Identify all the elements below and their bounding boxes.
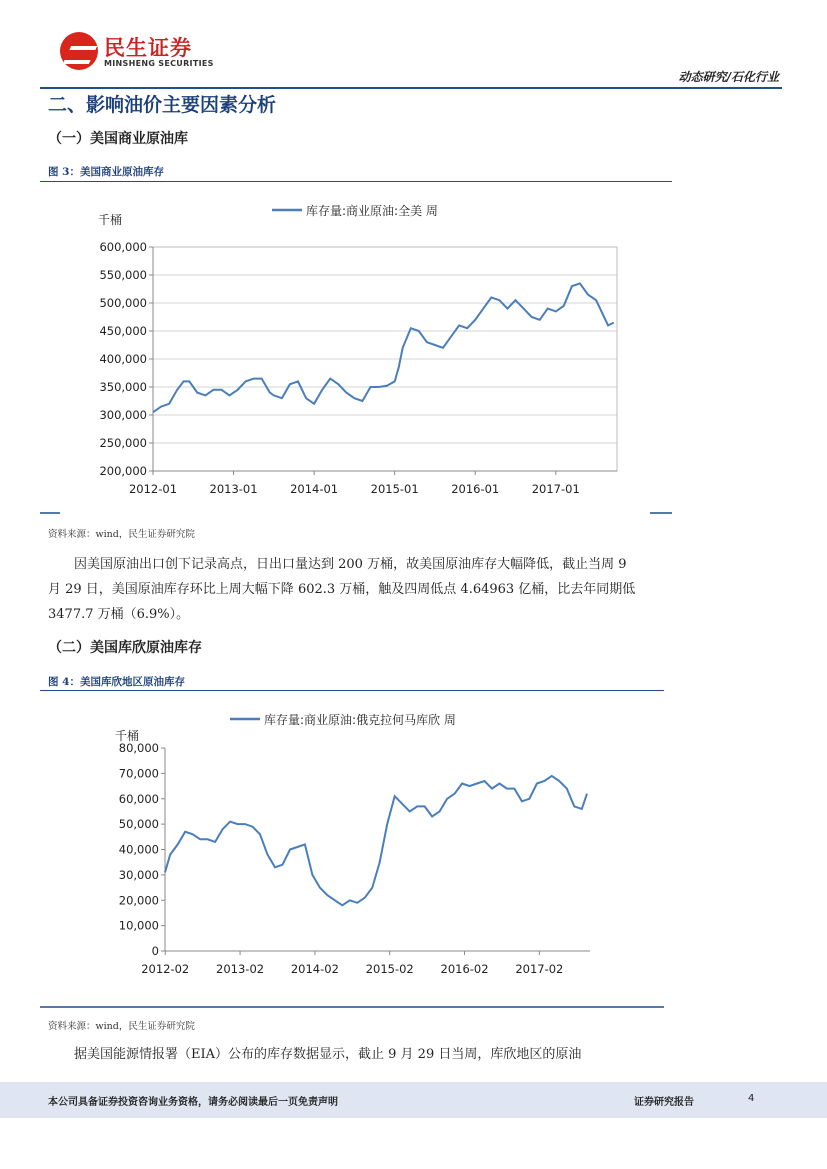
company-logo xyxy=(60,30,220,74)
c2-ytick-label: 60,000 xyxy=(118,791,159,806)
footer-disclaimer: 本公司具备证券投资咨询业务资格，请务必阅读最后一页免责声明 xyxy=(48,1097,338,1108)
c2-ytick-label: 70,000 xyxy=(118,766,159,781)
figure-4-source: 资料来源：wind，民生证券研究院 xyxy=(48,1021,195,1032)
c2-ytick-label: 50,000 xyxy=(118,817,159,832)
figure-3-label: 图 3：美国商业原油库存 xyxy=(48,166,164,178)
figure-3-source: 资料来源：wind，民生证券研究院 xyxy=(48,529,195,540)
page-footer xyxy=(0,1082,827,1118)
c2-ytick-label: 0 xyxy=(151,944,159,958)
c1-ytick-label: 600,000 xyxy=(99,240,147,254)
c1-ytick-label: 500,000 xyxy=(99,296,147,310)
c1-ytick-label: 400,000 xyxy=(99,352,147,366)
figure-4-top-rule xyxy=(40,690,664,691)
c2-ytick-label: 10,000 xyxy=(118,918,159,933)
footer-report-type: 证券研究报告 xyxy=(634,1097,694,1108)
figure-3-top-rule xyxy=(40,181,672,182)
chart-1-ylabel: 千桶 xyxy=(98,213,123,227)
c2-xtick-label: 2016-02 xyxy=(440,962,489,976)
c2-xtick-label: 2012-02 xyxy=(141,962,190,976)
c2-xtick-label: 2017-02 xyxy=(515,962,564,976)
logo-chinese: 民生证券 xyxy=(104,36,192,60)
c1-ytick-label: 550,000 xyxy=(99,268,147,282)
section-title: 二、影响油价主要因素分析 xyxy=(48,94,277,116)
subsection-title-1: （一）美国商业原油库 xyxy=(48,131,188,147)
c1-ytick-label: 350,000 xyxy=(99,380,147,394)
figure-4-label: 图 4：美国库欣地区原油库存 xyxy=(48,676,185,688)
chart-1-legend-label: 库存量:商业原油:全美 周 xyxy=(306,204,438,218)
chart-2-ylabel: 千桶 xyxy=(115,729,140,743)
header-divider xyxy=(40,87,782,89)
chart-us-commercial-crude xyxy=(40,185,672,515)
logo-mark-icon xyxy=(60,32,98,70)
c2-ytick-label: 80,000 xyxy=(118,741,159,755)
c1-ytick-label: 200,000 xyxy=(99,464,147,478)
logo-english: MINSHENG SECURITIES xyxy=(104,59,214,68)
c2-xtick-label: 2013-02 xyxy=(216,962,265,976)
c1-xtick-label: 2017-01 xyxy=(531,482,580,496)
report-category: 动态研究/石化行业 xyxy=(678,70,779,84)
paragraph-2: 据美国能源情报署（EIA）公布的库存数据显示，截止 9 月 29 日当周，库欣地区的原油 xyxy=(74,1047,582,1062)
page-number: 4 xyxy=(748,1093,755,1104)
c1-xtick-label: 2014-01 xyxy=(290,482,339,496)
c1-xtick-label: 2013-01 xyxy=(209,482,258,496)
chart-cushing-crude xyxy=(40,695,664,1011)
chart-2-series-line xyxy=(165,776,587,905)
subsection-title-2: （二）美国库欣原油库存 xyxy=(48,640,202,656)
c2-ytick-label: 20,000 xyxy=(118,893,159,908)
c1-ytick-label: 450,000 xyxy=(99,324,147,338)
c1-xtick-label: 2015-01 xyxy=(370,482,419,496)
c2-ytick-label: 30,000 xyxy=(118,867,159,882)
c1-ytick-label: 300,000 xyxy=(99,408,147,422)
c1-ytick-label: 250,000 xyxy=(99,436,147,450)
c2-xtick-label: 2015-02 xyxy=(365,962,414,976)
paragraph-1: 因美国原油出口创下记录高点，日出口量达到 200 万桶，故美国原油库存大幅降低，截止当周 9 月 29 日，美国原油库存环比上周大幅下降 602.3 万桶，触及四周低点 4.64963 亿桶，比去年同期低 3477.7 万桶（6.9%）。 xyxy=(48,557,636,622)
c2-ytick-label: 40,000 xyxy=(118,842,159,857)
c1-xtick-label: 2012-01 xyxy=(128,482,178,496)
c2-xtick-label: 2014-02 xyxy=(290,962,339,976)
chart-2-legend-label: 库存量:商业原油:俄克拉何马库欣 周 xyxy=(264,713,456,727)
c1-xtick-label: 2016-01 xyxy=(451,482,500,496)
